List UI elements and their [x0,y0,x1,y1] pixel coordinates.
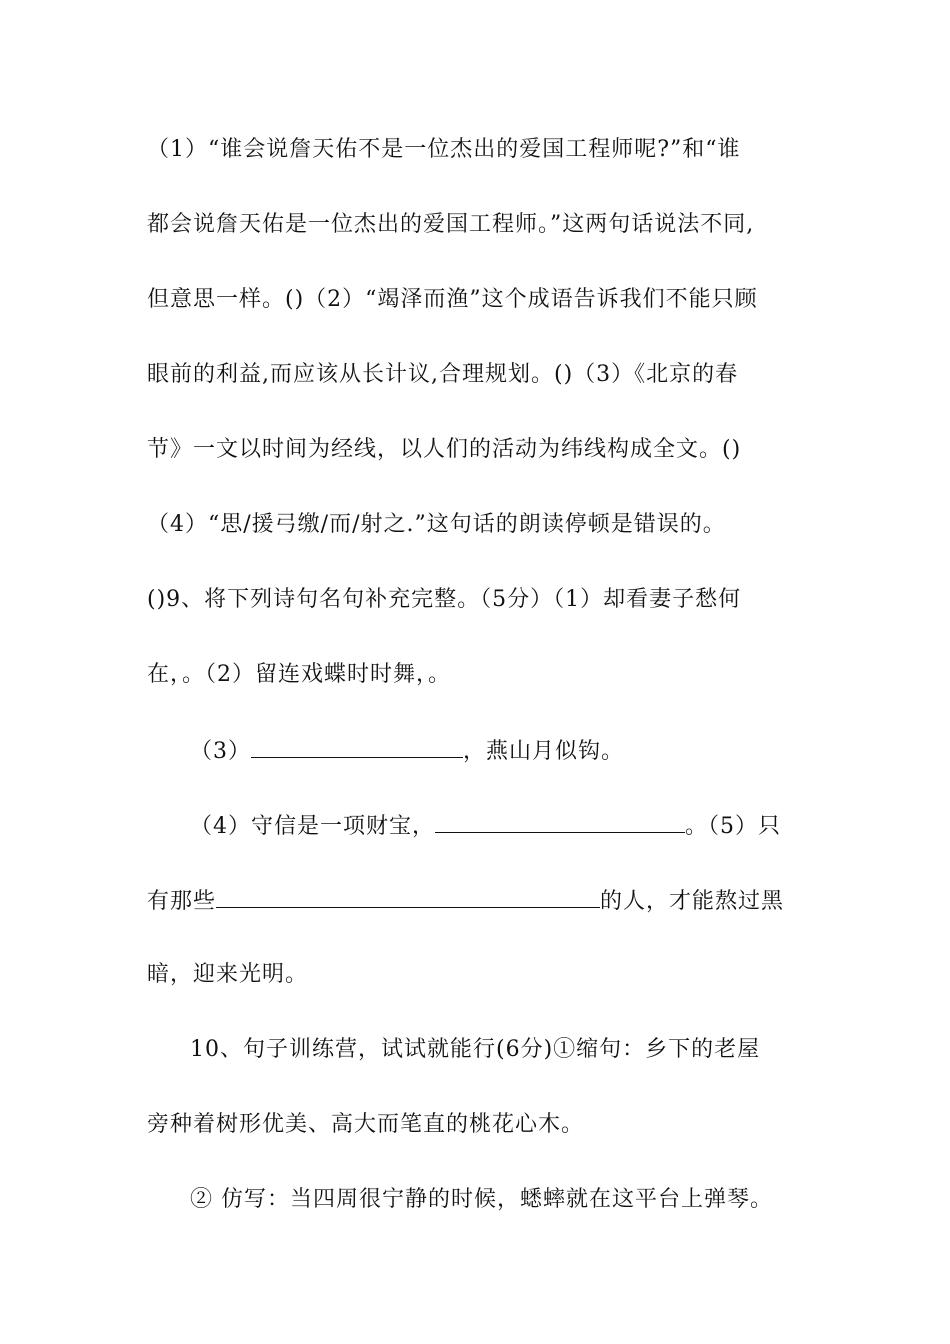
q3-blank[interactable] [251,735,463,758]
fill-in-q5 [147,885,817,917]
text-line-7: ()9、将下列诗句名句补充完整。（5分）（1）却看妻子愁何 [147,587,742,612]
text-line-4: 眼前的利益,而应该从长计议,合理规划。()（3）《北京的春 [147,362,739,387]
q5-suffix: 的人，才能熬过黑 [600,889,785,914]
q5-blank[interactable] [216,885,600,908]
text-line-5: 节》一文以时间为经线，以人们的活动为纬线构成全文。() [147,437,742,462]
q4-blank[interactable] [435,810,685,833]
q4-suffix: 。（5）只 [685,814,781,839]
text-line-2: 都会说詹天佑是一位杰出的爱国工程师。”这两句话说法不同, [147,212,755,237]
q3-suffix: ，燕山月似钩。 [463,739,625,764]
fill-in-q3 [190,735,860,767]
q10-line-2: 旁种着树形优美、高大而笔直的桃花心木。 [147,1112,585,1137]
text-line-1: （1）“谁会说詹天佑不是一位杰出的爱国工程师呢?”和“谁 [147,137,741,162]
q4-prefix: （4）守信是一项财宝， [190,814,435,839]
q10-line-3: ② 仿写：当四周很宁静的时候，蟋蟀就在这平台上弹琴。 [190,1187,773,1212]
text-line-3: 但意思一样。()（2）“竭泽而渔”这个成语告诉我们不能只顾 [147,287,758,312]
fill-in-q5-cont: 暗，迎来光明。 [147,962,309,987]
text-line-8: 在，。（2）留连戏蝶时时舞，。 [147,662,451,687]
q5-prefix: 有那些 [147,889,217,914]
q10-line-1: 10、句子训练营，试试就能行(6分)①缩句：乡下的老屋 [190,1037,761,1062]
text-line-6: （4）“思/援弓缴/而/射之.”这句话的朗读停顿是错误的。 [147,512,726,537]
q3-prefix: （3） [190,739,251,764]
fill-in-q4 [190,810,860,842]
